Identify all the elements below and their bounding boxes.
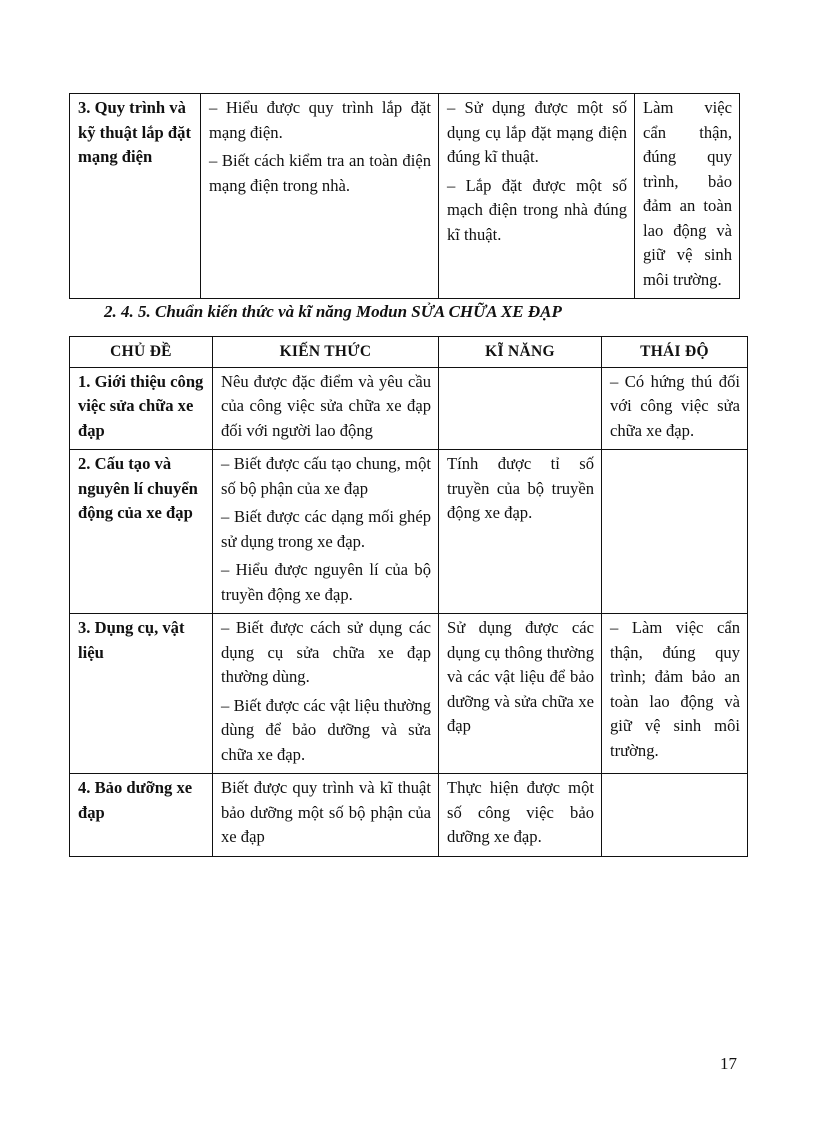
- skill-item: Sử dụng được các dụng cụ thông thường và các vật liệu để bảo dưỡng và sửa chữa xe đạp: [447, 618, 594, 735]
- bicycle-repair-standards-table: [69, 336, 748, 857]
- knowledge-item: – Biết được cấu tạo chung, một số bộ phận của xe đạp: [221, 454, 431, 498]
- skill-item: Tính được tỉ số truyền của bộ truyền động xe đạp.: [447, 454, 594, 522]
- header-knowledge: KIẾN THỨC: [213, 337, 439, 368]
- knowledge-item: Nêu được đặc điểm và yêu cầu của công việc sửa chữa xe đạp đối với người lao động: [221, 371, 431, 440]
- knowledge-item: – Biết được các vật liệu thường dùng để bảo dưỡng và sửa chữa xe đạp.: [221, 695, 431, 764]
- topic-cell: 3. Dụng cụ, vật liệu: [70, 614, 213, 774]
- knowledge-item: Biết được quy trình và kĩ thuật bảo dưỡng một số bộ phận của xe đạp: [221, 778, 431, 846]
- table-row: [70, 94, 740, 299]
- attitude-cell: Làm việc cẩn thận, đúng quy trình, bảo đảm an toàn lao động và giữ vệ sinh môi trường.: [635, 94, 740, 299]
- table-row: [70, 774, 748, 857]
- attitude-cell: [602, 450, 748, 614]
- table-header-row: [70, 337, 748, 368]
- skills-cell: [439, 367, 602, 450]
- knowledge-item: – Biết được cách sử dụng các dụng cụ sửa chữa xe đạp thường dùng.: [221, 618, 431, 686]
- attitude-cell: [602, 774, 748, 857]
- attitude-cell: – Làm việc cẩn thận, đúng quy trình; đảm bảo an toàn lao động và giữ vệ sinh môi trường.: [602, 614, 748, 774]
- table-row: [70, 614, 748, 774]
- skill-item: Thực hiện được một số công việc bảo dưỡng xe đạp.: [447, 778, 594, 846]
- header-skills: KĨ NĂNG: [439, 337, 602, 368]
- knowledge-item: – Biết cách kiểm tra an toàn điện mạng điện trong nhà.: [209, 151, 431, 195]
- knowledge-cell: [213, 450, 439, 614]
- knowledge-cell: [201, 94, 439, 299]
- skill-item: – Lắp đặt được một số mạch điện trong nhà đúng kĩ thuật.: [447, 175, 627, 244]
- topic-cell: 1. Giới thiệu công việc sửa chữa xe đạp: [70, 367, 213, 450]
- table-row: [70, 450, 748, 614]
- topic-cell: 3. Quy trình và kỹ thuật lắp đặt mạng điện: [70, 94, 201, 299]
- knowledge-item: – Biết được các dạng mối ghép sử dụng trong xe đạp.: [221, 507, 431, 551]
- topic-cell: 2. Cấu tạo và nguyên lí chuyển động của xe đạp: [70, 450, 213, 614]
- knowledge-item: – Hiểu được nguyên lí của bộ truyền động xe đạp.: [221, 560, 431, 604]
- topic-cell: 4. Bảo dưỡng xe đạp: [70, 774, 213, 857]
- page-number: 17: [720, 1054, 737, 1073]
- knowledge-cell: [213, 367, 439, 450]
- section-heading: 2. 4. 5. Chuẩn kiến thức và kĩ năng Modun SỬA CHỮA XE ĐẠP: [104, 302, 562, 321]
- attitude-cell: – Có hứng thú đối với công việc sửa chữa xe đạp.: [602, 367, 748, 450]
- skills-cell: [439, 450, 602, 614]
- skill-item: – Sử dụng được một số dụng cụ lắp đặt mạng điện đúng kĩ thuật.: [447, 98, 627, 166]
- installation-standards-table: [69, 93, 740, 299]
- header-attitude: THÁI ĐỘ: [602, 337, 748, 368]
- skills-cell: [439, 94, 635, 299]
- knowledge-cell: [213, 614, 439, 774]
- table-row: [70, 367, 748, 450]
- skills-cell: [439, 774, 602, 857]
- header-topic: CHỦ ĐỀ: [70, 337, 213, 368]
- skills-cell: [439, 614, 602, 774]
- knowledge-cell: [213, 774, 439, 857]
- knowledge-item: – Hiểu được quy trình lắp đặt mạng điện.: [209, 98, 431, 142]
